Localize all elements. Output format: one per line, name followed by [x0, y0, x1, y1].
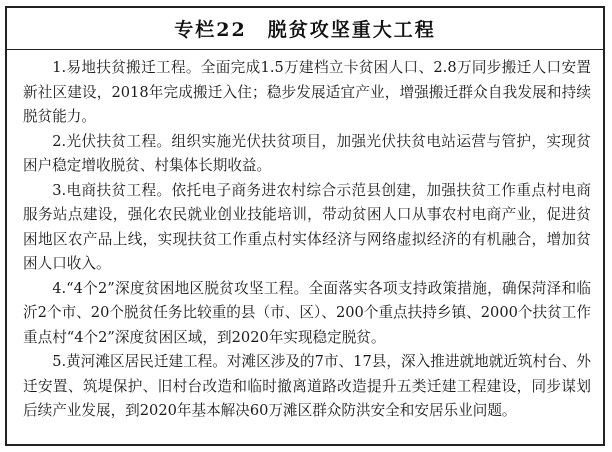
column-title: 专栏22 脱贫攻坚重大工程: [174, 19, 436, 41]
project-item-ecommerce: 3.电商扶贫工程。依托电子商务进农村综合示范县创建，加强扶贫工作重点村电商服务站点建设，强化农民就业创业技能培训，带动贫困人口从事农村电商产业，促进贫困地区农产品上线，实现扶贫工作重点村实体经济与网络虚拟经济的有机融合，增加贫困人口收入。: [23, 181, 591, 272]
column-content: [23, 56, 591, 438]
title-bar: [7, 8, 603, 50]
column-box: [5, 6, 605, 446]
project-item-relocation: 1.易地扶贫搬迁工程。全面完成1.5万建档立卡贫困人口、2.8万同步搬迁人口安置新社区建设，2018年完成搬迁入住；稳步发展适宜产业，增强搬迁群众自我发展和持续脱贫能力。: [23, 59, 591, 125]
project-item-yellow-river: 5.黄河滩区居民迁建工程。对滩区涉及的7市、17县，深入推进就地就近筑村台、外迁安置、筑堤保护、旧村台改造和临时撤离道路改造提升五类迁建工程建设，同步谋划后续产业发展，到2020年基本解决60万滩区群众防洪安全和安居乐业问题。: [23, 353, 591, 419]
project-item-photovoltaic: 2.光伏扶贫工程。组织实施光伏扶贫项目，加强光伏扶贫电站运营与管护，实现贫困户稳定增收脱贫、村集体长期收益。: [23, 132, 591, 174]
project-item-deep-poverty: 4.“4个2”深度贫困地区脱贫攻坚工程。全面落实各项支持政策措施，确保菏泽和临沂2个市、20个脱贫任务比较重的县（市、区）、200个重点扶持乡镇、2000个扶贫工作重点村“4个2”深度贫困区域，到2020年实现稳定脱贫。: [23, 279, 591, 346]
